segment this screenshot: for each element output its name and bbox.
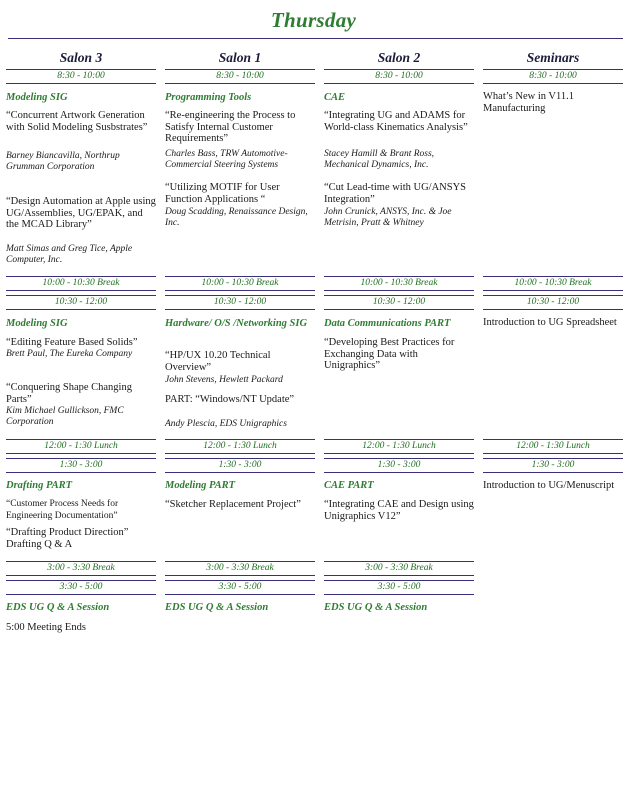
time-slot: 10:30 - 12:00 (483, 295, 623, 310)
talk-speaker: Charles Bass, TRW Automotive- Commercial Steering Systems (165, 149, 288, 170)
talk-speaker: Doug Scadding, Renaissance Design, Inc. (165, 207, 308, 228)
talk-speaker: Andy Plescia, EDS Unigraphics (165, 419, 287, 429)
time-slot: 12:00 - 1:30 Lunch (324, 439, 474, 454)
track-name: Modeling PART (165, 480, 236, 491)
time-slot: 3:30 - 5:00 (165, 580, 315, 595)
time-slot: 1:30 - 3:00 (165, 458, 315, 473)
time-slot: 12:00 - 1:30 Lunch (6, 439, 156, 454)
time-slot: 3:00 - 3:30 Break (165, 561, 315, 576)
track-name: Drafting PART (6, 480, 73, 491)
track-name: CAE (324, 92, 346, 103)
talk-title: Introduction to UG Spreadsheet (483, 317, 617, 328)
title-rule (8, 38, 623, 39)
talk-speaker: John Crunick, ANSYS, Inc. & Joe Metrisin, Pratt & Whitney (324, 207, 452, 228)
time-slot: 10:00 - 10:30 Break (483, 276, 623, 291)
track-name: Hardware/ O/S /Networking SIG (165, 318, 308, 329)
talk-speaker: John Stevens, Hewlett Packard (165, 375, 283, 385)
track-name: Modeling SIG (6, 318, 68, 329)
talk-title: “Customer Process Needs for Engineering Documentation” (6, 499, 119, 521)
track-name: CAE PART (324, 480, 374, 491)
talk-title: “Re-engineering the Process to Satisfy Internal Customer Requirements” (165, 110, 296, 144)
talk-speaker: Kim Michael Gullickson, FMC Corporation (6, 406, 124, 427)
column-header: Salon 1 (218, 50, 262, 65)
time-slot: 10:00 - 10:30 Break (324, 276, 474, 291)
talk-title: “Sketcher Replacement Project” (165, 499, 301, 510)
talk-speaker: Matt Simas and Greg Tice, Apple Computer, Inc. (6, 244, 133, 265)
day-title: Thursday (270, 8, 357, 32)
column-header: Seminars (526, 50, 580, 65)
time-slot: 10:30 - 12:00 (6, 295, 156, 310)
talk-speaker: Brett Paul, The Eureka Company (6, 349, 133, 359)
track-name: EDS UG Q & A Session (6, 602, 110, 613)
time-slot: 3:00 - 3:30 Break (324, 561, 474, 576)
track-name: Programming Tools (165, 92, 252, 103)
track-name: EDS UG Q & A Session (165, 602, 269, 613)
talk-title: “Utilizing MOTIF for User Function Applications “ (165, 182, 280, 205)
talk-title: “Cut Lead-time with UG/ANSYS Integration” (324, 182, 467, 205)
talk-speaker: Stacey Hamill & Brant Ross, Mechanical Dynamics, Inc. (324, 149, 435, 170)
talk-speaker: Barney Biancavilla, Northrup Grumman Corporation (6, 151, 120, 172)
time-slot: 12:00 - 1:30 Lunch (483, 439, 623, 454)
track-name: EDS UG Q & A Session (324, 602, 428, 613)
time-slot: 8:30 - 10:00 (165, 69, 315, 84)
track-name: Modeling SIG (6, 92, 68, 103)
time-slot: 1:30 - 3:00 (483, 458, 623, 473)
time-slot: 3:30 - 5:00 (6, 580, 156, 595)
time-slot: 12:00 - 1:30 Lunch (165, 439, 315, 454)
time-slot: 10:00 - 10:30 Break (165, 276, 315, 291)
time-slot: 8:30 - 10:00 (6, 69, 156, 84)
talk-title: “HP/UX 10.20 Technical Overview” (165, 350, 271, 373)
talk-title: “Conquering Shape Changing Parts” (6, 382, 132, 405)
time-slot: 10:30 - 12:00 (324, 295, 474, 310)
time-slot: 1:30 - 3:00 (6, 458, 156, 473)
time-slot: 3:00 - 3:30 Break (6, 561, 156, 576)
talk-title: What’s New in V11.1 Manufacturing (483, 91, 574, 114)
time-slot: 8:30 - 10:00 (324, 69, 474, 84)
time-slot: 3:30 - 5:00 (324, 580, 474, 595)
talk-title: “Integrating CAE and Design using Unigraphics V12” (324, 499, 474, 522)
column-header: Salon 3 (59, 50, 103, 65)
talk-title: “Drafting Product Direction” Drafting Q & A (6, 527, 129, 550)
talk-title: “Concurrent Artwork Generation with Solid Modeling Susbstrates” (6, 110, 148, 133)
track-name: Data Communications PART (324, 318, 451, 329)
time-slot: 10:30 - 12:00 (165, 295, 315, 310)
time-slot: 10:00 - 10:30 Break (6, 276, 156, 291)
talk-title: “Integrating UG and ADAMS for World-class Kinematics Analysis” (324, 110, 468, 133)
column-header: Salon 2 (377, 50, 421, 65)
meeting-end-note: 5:00 Meeting Ends (6, 622, 86, 633)
talk-title: Introduction to UG/Menuscript (483, 480, 615, 491)
time-slot: 8:30 - 10:00 (483, 69, 623, 84)
talk-title: PART: “Windows/NT Update” (165, 394, 295, 405)
talk-title: “Editing Feature Based Solids” (6, 337, 138, 348)
time-slot: 1:30 - 3:00 (324, 458, 474, 473)
talk-title: “Design Automation at Apple using UG/Assemblies, UG/EPAK, and the MCAD Library” (6, 196, 156, 230)
talk-title: “Developing Best Practices for Exchanging Data with Unigraphics” (324, 337, 455, 371)
